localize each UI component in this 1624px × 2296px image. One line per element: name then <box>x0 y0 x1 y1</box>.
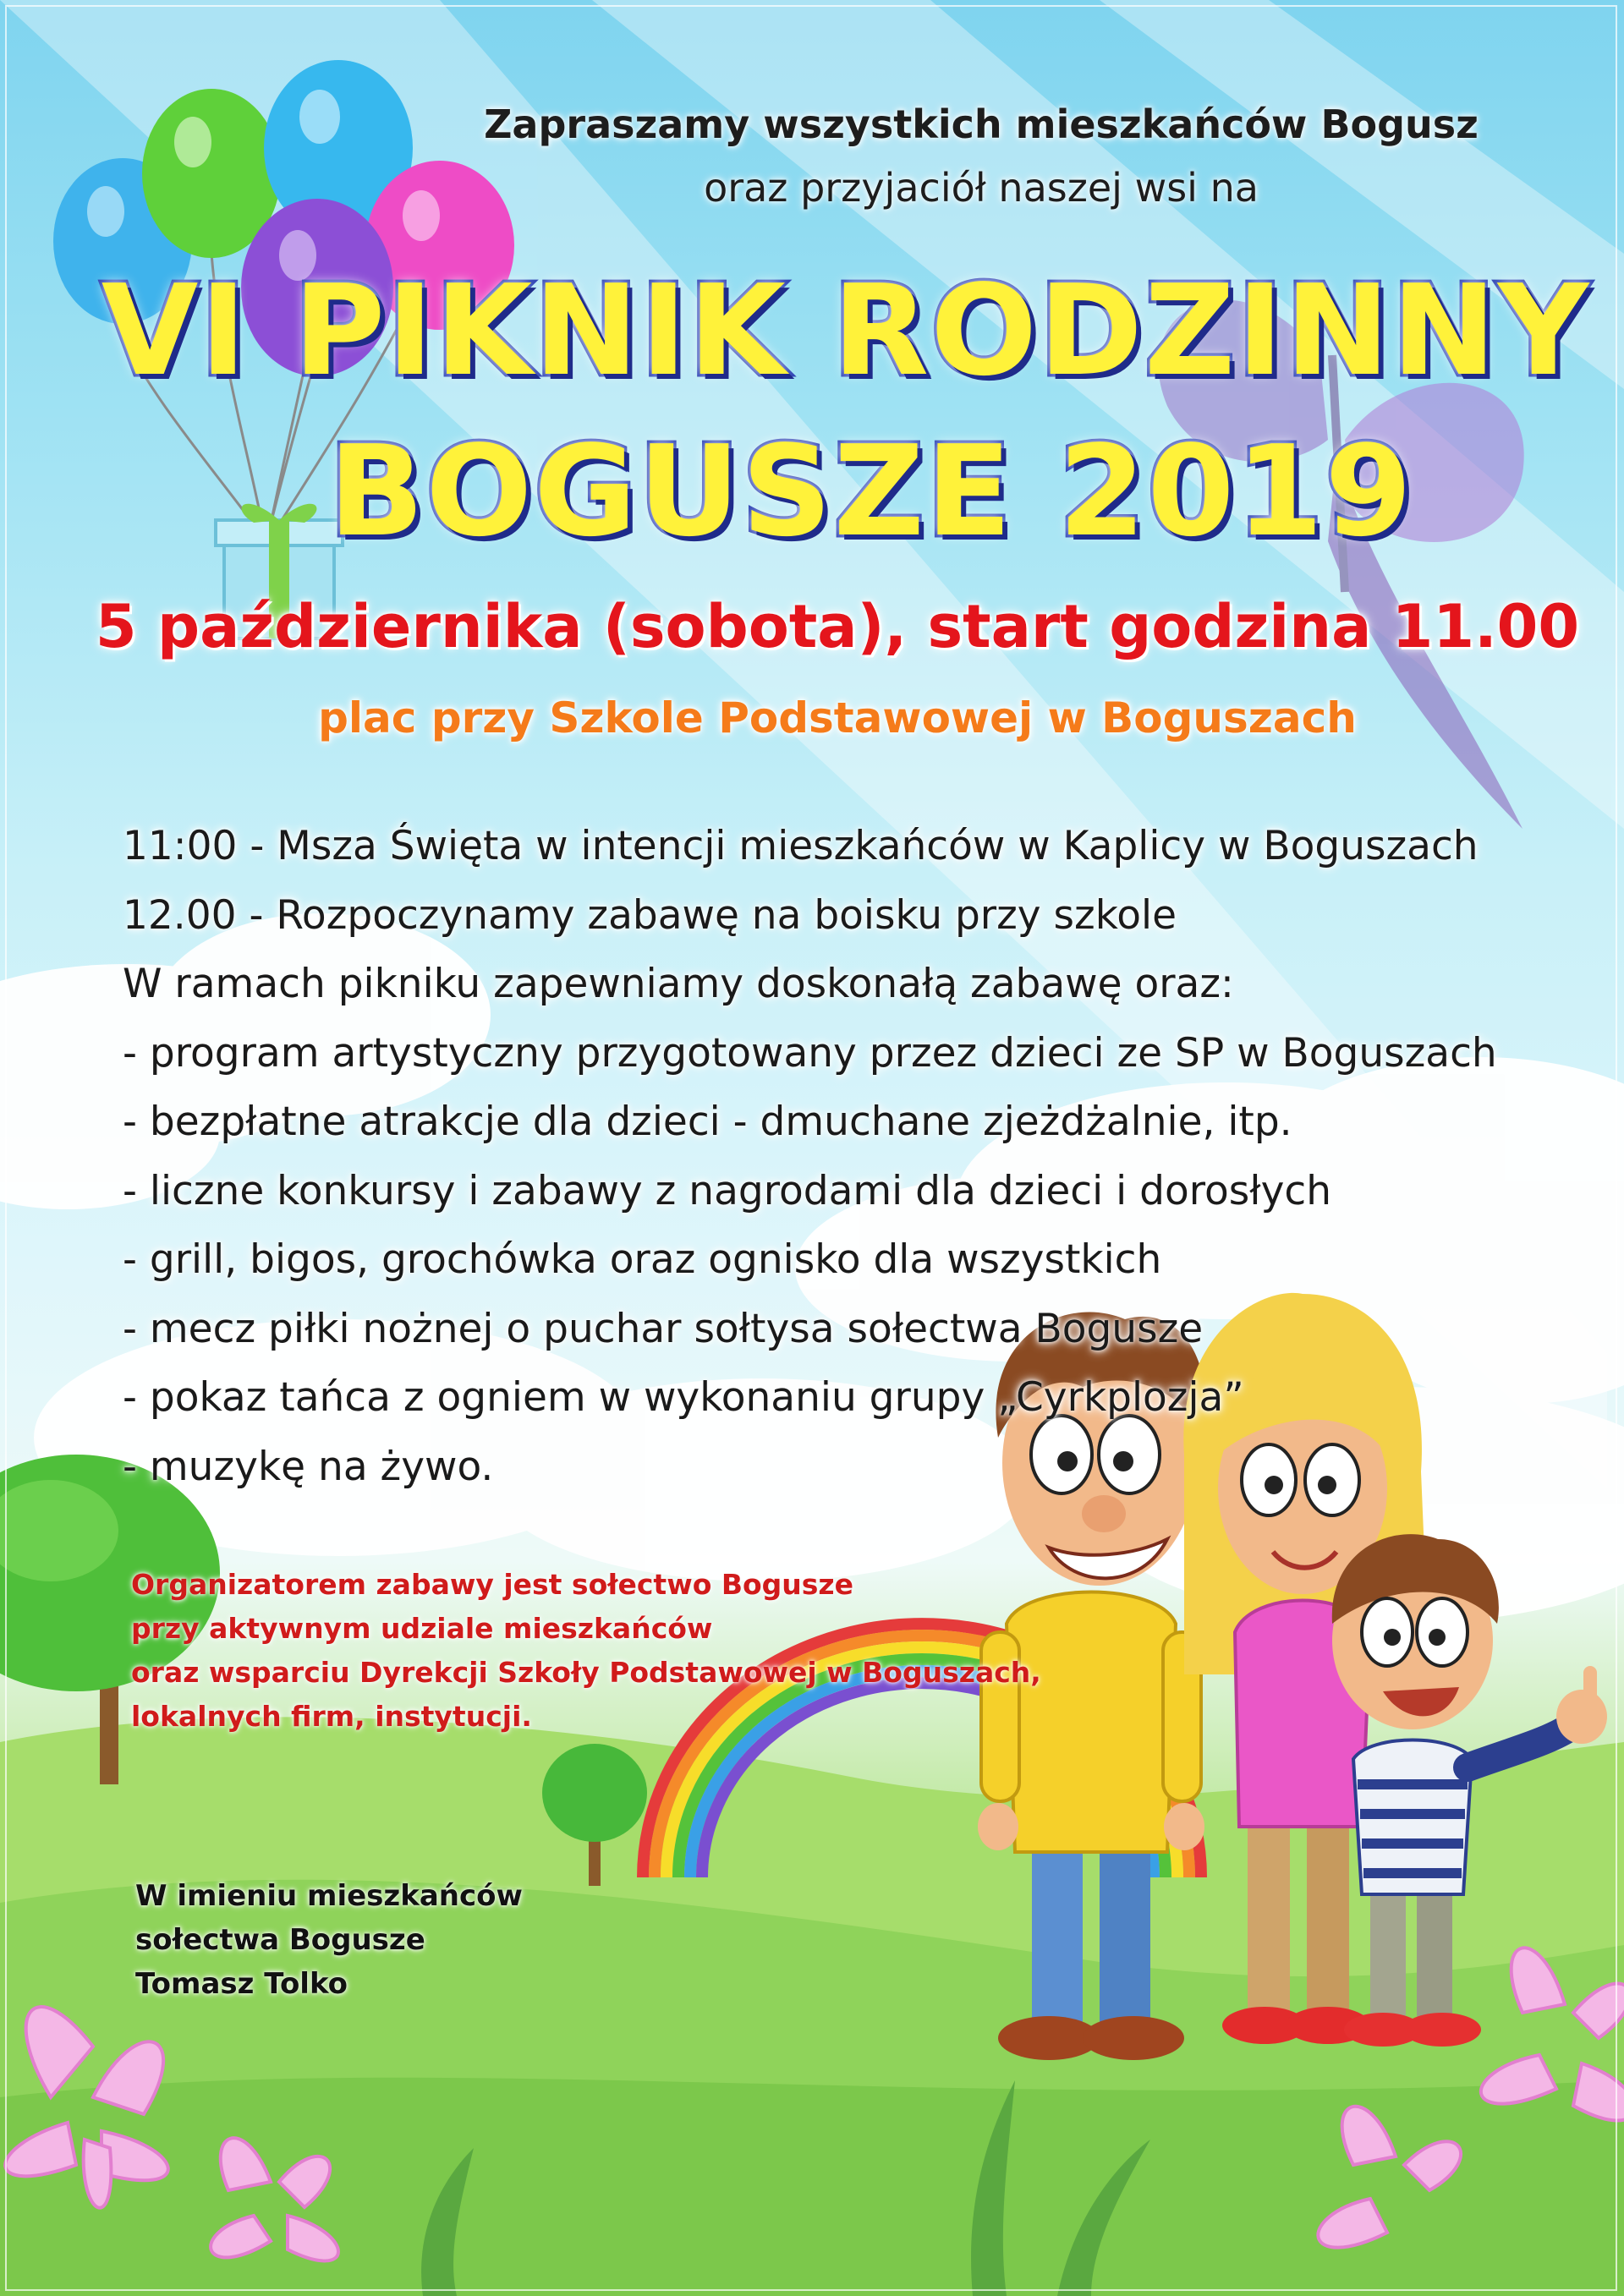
organizer-note <box>131 1563 1041 1739</box>
program-item: - liczne konkursy i zabawy z nagrodami dla dzieci i dorosłych <box>123 1167 1332 1214</box>
event-title-line-1: VI PIKNIK RODZINNY <box>101 258 1591 403</box>
event-place: plac przy Szkole Podstawowej w Boguszach <box>318 693 1357 743</box>
signature <box>135 1874 523 2006</box>
program-item: - muzykę na żywo. <box>123 1443 494 1490</box>
organizer-line: przy aktywnym udziale mieszkańców <box>131 1612 713 1645</box>
event-date: 5 października (sobota), start godzina 11.00 <box>95 592 1580 661</box>
program-item: - grill, bigos, grochówka oraz ognisko dla wszystkich <box>123 1236 1162 1283</box>
signature-name: Tomasz Tolko <box>135 1967 348 2001</box>
organizer-line: oraz wsparciu Dyrekcji Szkoły Podstawowej w Boguszach, <box>131 1656 1041 1689</box>
program-item: W ramach pikniku zapewniamy doskonałą zabawę oraz: <box>123 961 1234 1007</box>
program-item: - program artystyczny przygotowany przez dzieci ze SP w Boguszach <box>123 1029 1497 1077</box>
program-item: - pokaz tańca z ogniem w wykonaniu grupy „Cyrkplozja” <box>123 1374 1244 1421</box>
intro-line-1: Zapraszamy wszystkich mieszkańców Bogusz <box>484 101 1479 147</box>
program-item: - bezpłatne atrakcje dla dzieci - dmuchane zjeżdżalnie, itp. <box>123 1099 1292 1145</box>
program-item: 12.00 - Rozpoczynamy zabawę na boisku przy szkole <box>123 891 1177 939</box>
signature-line: sołectwa Bogusze <box>135 1923 425 1957</box>
organizer-line: lokalnych firm, instytucji. <box>131 1700 532 1733</box>
intro-line-2: oraz przyjaciół naszej wsi na <box>704 165 1259 211</box>
program-item: 11:00 - Msza Święta w intencji mieszkańców w Kaplicy w Boguszach <box>123 823 1479 869</box>
program-list <box>123 812 1561 1501</box>
event-title-line-2: BOGUSZE 2019 <box>328 419 1414 564</box>
program-item: - mecz piłki nożnej o puchar sołtysa sołectwa Bogusze <box>123 1305 1204 1352</box>
organizer-line: Organizatorem zabawy jest sołectwo Bogusze <box>131 1568 854 1601</box>
signature-line: W imieniu mieszkańców <box>135 1879 523 1913</box>
